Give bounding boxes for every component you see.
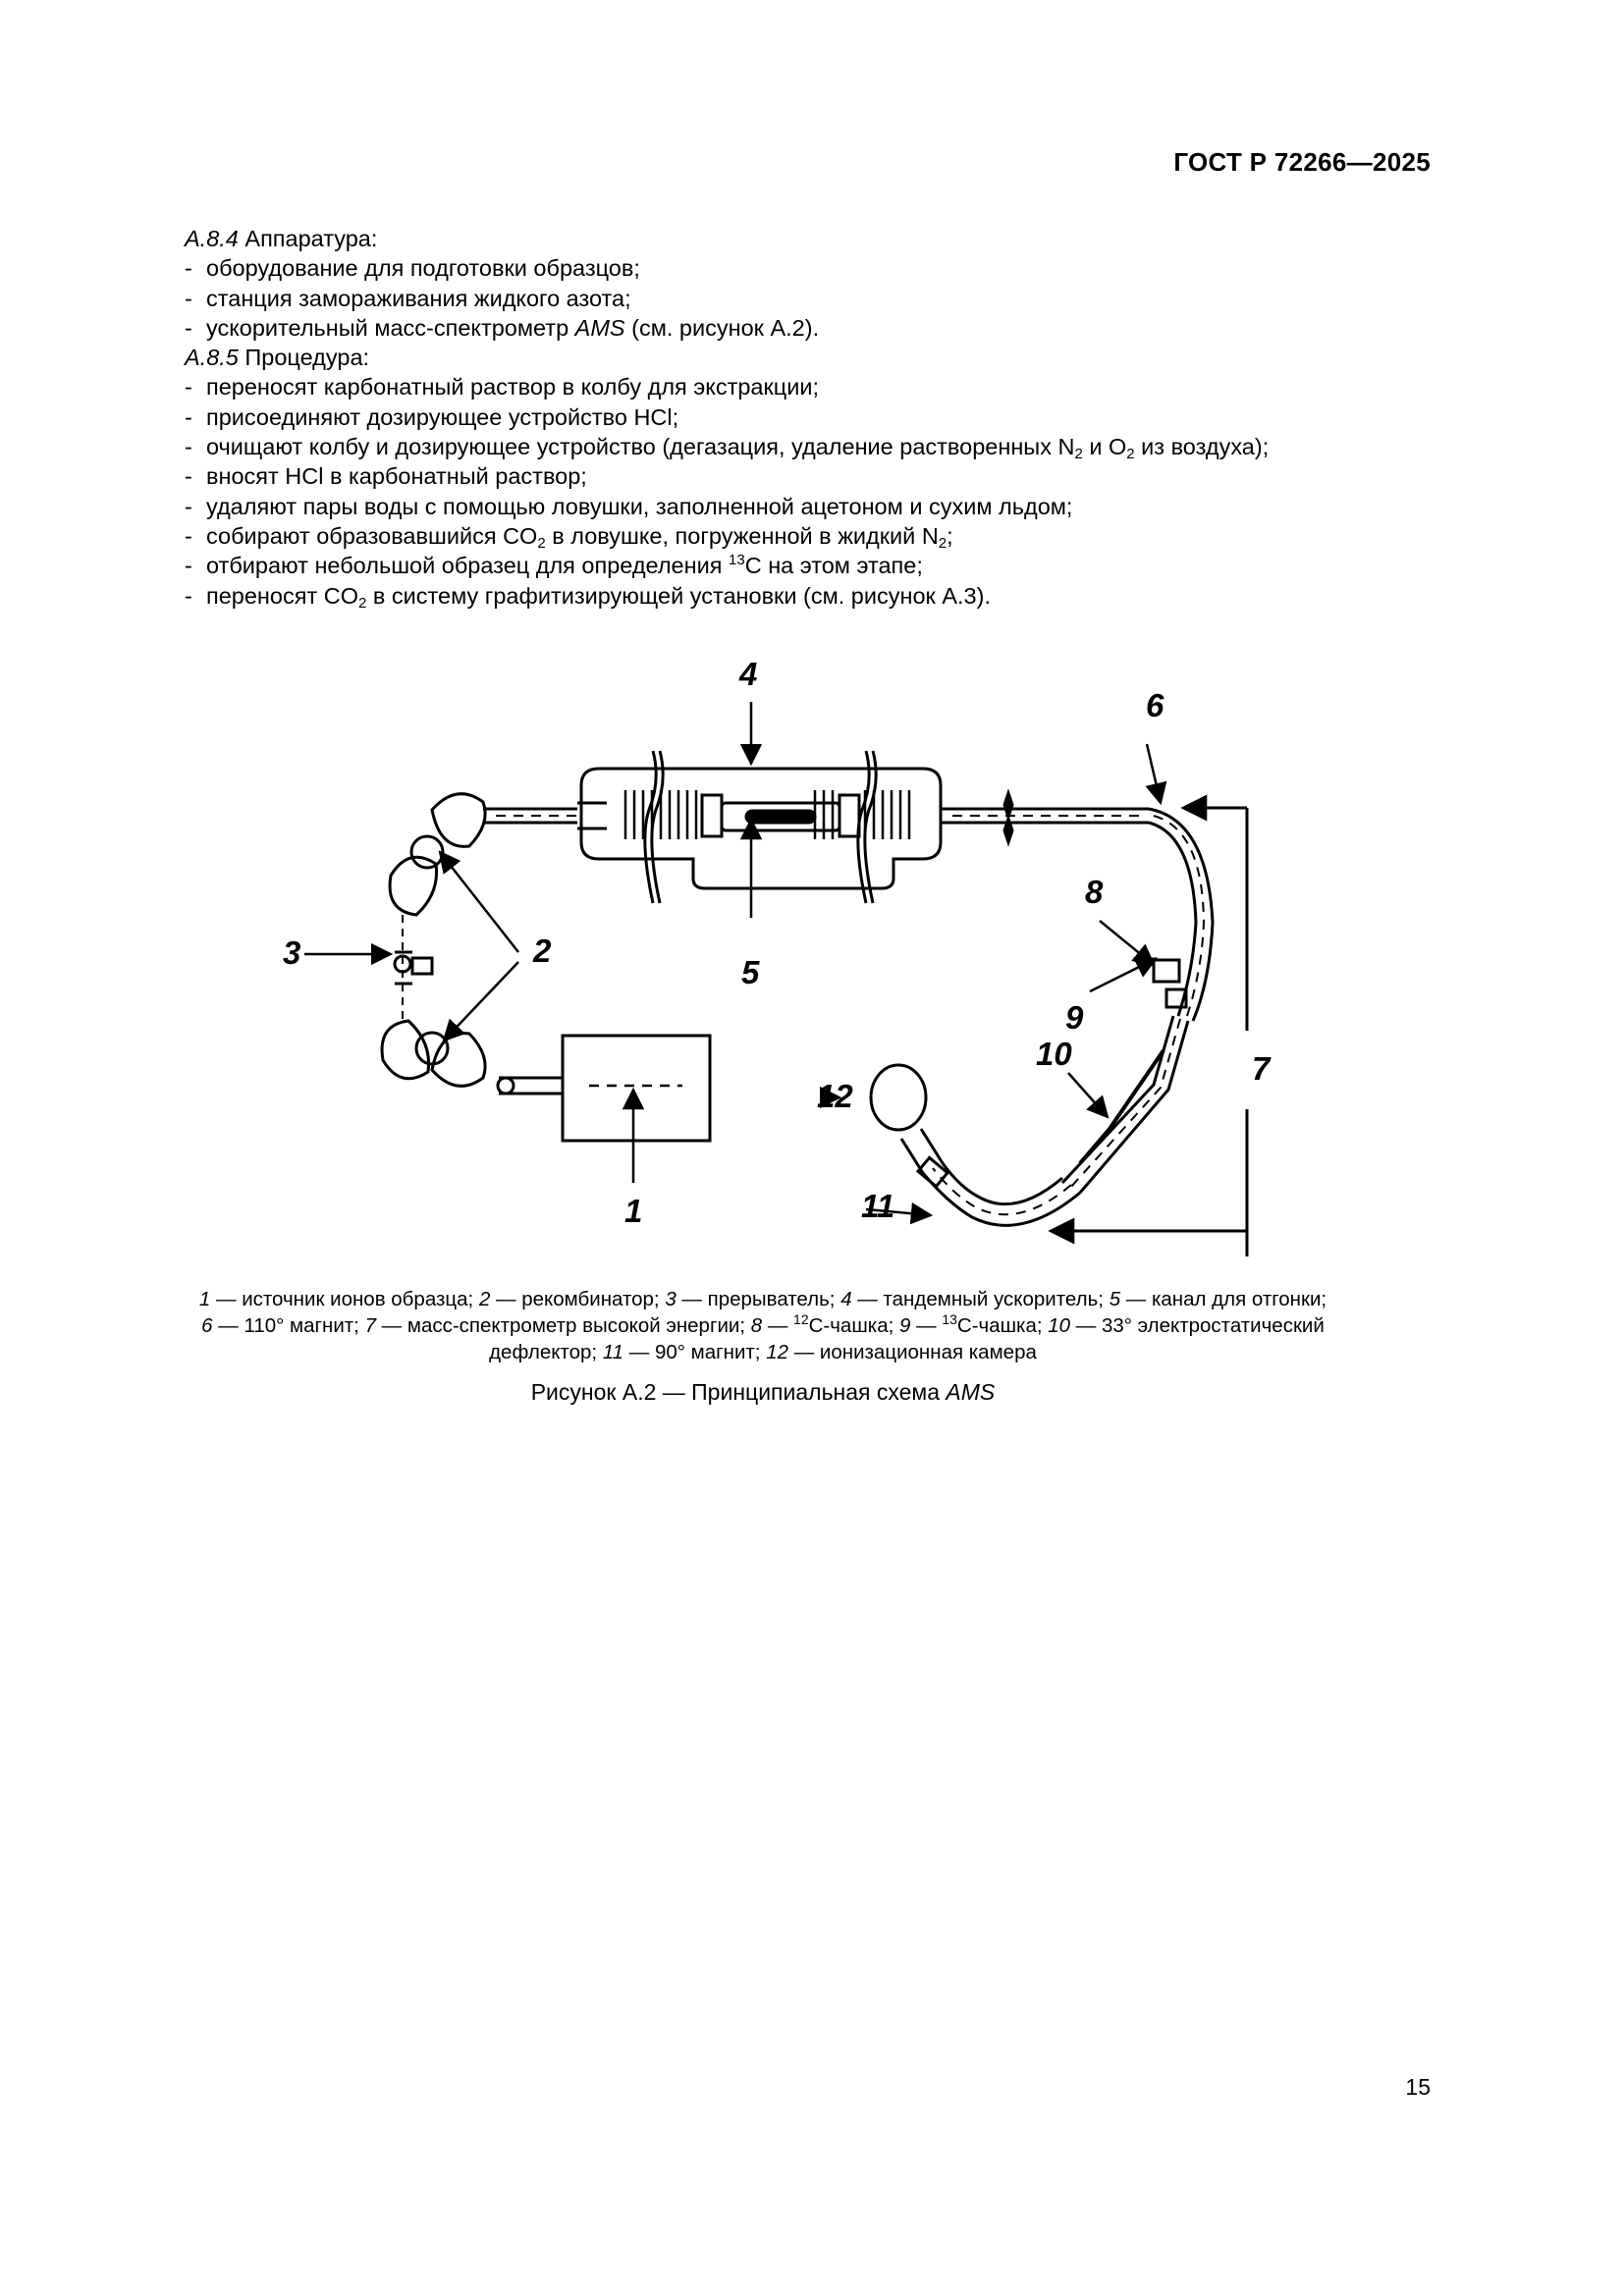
legend-text: — ионизационная камера: [788, 1341, 1037, 1363]
list-item: - отбирают небольшой образец для определения $^{13}$C на этом этапе;: [185, 552, 923, 579]
list-item-text: присоединяют дозирующее устройство HCl;: [206, 403, 679, 430]
caption-text: Рисунок А.2 — Принципиальная схема: [530, 1379, 947, 1405]
list-item: - присоединяют дозирующее устройство HCl;: [185, 403, 679, 430]
figure-label-7: 7: [1252, 1050, 1271, 1087]
figure-label-3: 3: [283, 934, 301, 971]
legend-number: 9: [899, 1314, 911, 1337]
ionization-chamber: [871, 1065, 926, 1130]
subscript: 2: [1074, 446, 1083, 463]
legend-number: 12: [766, 1341, 789, 1363]
legend-text: — 33° электростатический: [1070, 1314, 1325, 1337]
list-item-text: и O: [1082, 434, 1127, 460]
legend-number: 6: [201, 1314, 213, 1337]
subscript: 2: [537, 534, 546, 552]
ion-source-box: [563, 1036, 710, 1141]
legend-number: 2: [478, 1288, 491, 1310]
list-item-text: ;: [947, 522, 953, 549]
magnet-90: [918, 1157, 1080, 1225]
legend-text: C-чашка;: [808, 1314, 899, 1337]
pipe-valve: [498, 1078, 514, 1094]
legend-text: — канал для отгонки;: [1120, 1288, 1327, 1310]
document-code: ГОСТ Р 72266—2025: [1173, 147, 1431, 177]
list-item: - переносят карбонатный раствор в колбу для экстракции;: [185, 374, 820, 400]
legend-text: — масс-спектрометр высокой энергии;: [375, 1314, 751, 1337]
legend-line: [147, 1286, 1379, 1312]
legend-text: — 110° магнит;: [212, 1314, 365, 1337]
figure-legend: [147, 1286, 1379, 1365]
figure-label-9: 9: [1065, 999, 1084, 1036]
legend-text: — источник ионов образца;: [210, 1288, 479, 1310]
ams-term: AMS: [946, 1379, 996, 1405]
list-item: - переносят $CO_2$ в систему графитизирующей установки (см. рисунок А.3).: [185, 582, 991, 612]
list-item-text: собирают образовавшийся CO: [206, 522, 538, 549]
list-item-text: C на этом этапе;: [744, 553, 923, 579]
section-procedure-heading: [185, 343, 1451, 372]
legend-number: 3: [665, 1288, 677, 1310]
legend-text: — рекомбинатор;: [490, 1288, 666, 1310]
figure-label-2: 2: [533, 933, 552, 969]
figure-label-8: 8: [1085, 874, 1104, 910]
section-number: А.8.5: [185, 345, 239, 371]
superscript: 13: [942, 1311, 957, 1327]
recombinator: [382, 794, 485, 1087]
figure-label-4: 4: [739, 656, 758, 692]
list-item-text: удаляют пары воды с помощью ловушки, заполненной ацетоном и сухим льдом;: [206, 493, 1073, 519]
list-item: - вносят HCl в карбонатный раствор;: [185, 463, 587, 490]
figure-label-5: 5: [741, 954, 760, 990]
page-number: 15: [1405, 2074, 1431, 2100]
list-item-text: вносят HCl в карбонатный раствор;: [206, 463, 587, 490]
beamline-drawing: [382, 751, 1247, 1256]
list-item-text: в ловушке, погруженной в жидкий N: [545, 522, 939, 549]
cup-12c: [1154, 960, 1179, 982]
legend-number: 7: [364, 1314, 376, 1337]
legend-text: — тандемный ускоритель;: [851, 1288, 1110, 1310]
list-item: - станция замораживания жидкого азота;: [185, 285, 631, 311]
superscript: 12: [793, 1311, 809, 1327]
list-item-text: оборудование для подготовки образцов;: [206, 255, 640, 282]
list-item: - удаляют пары воды с помощью ловушки, заполненной ацетоном и сухим льдом;: [185, 493, 1073, 519]
list-item-text: отбирают небольшой образец для определения: [206, 553, 729, 579]
tandem-accelerator: [577, 751, 941, 903]
figure-label-11: 11: [861, 1188, 895, 1224]
list-item-text: очищают колбу и дозирующее устройство (дегазация, удаление растворенных N: [206, 434, 1075, 460]
list-item: - оборудование для подготовки образцов;: [185, 255, 640, 282]
legend-text: —: [762, 1314, 794, 1337]
figure-caption: [147, 1379, 1379, 1406]
figure-label-6: 6: [1146, 687, 1164, 723]
section-number: А.8.4: [185, 226, 239, 251]
list-item: - собирают образовавшийся $CO_2$ в ловушке, погруженной в жидкий $N_2$;: [185, 522, 953, 552]
legend-text: C-чашка;: [956, 1314, 1049, 1337]
legend-number: 10: [1048, 1314, 1071, 1337]
legend-line: [147, 1312, 1379, 1339]
figure-label-10: 10: [1036, 1036, 1072, 1072]
list-item-text: ускорительный масс-спектрометр: [206, 314, 575, 341]
legend-number: 11: [602, 1341, 624, 1363]
legend-text: дефлектор;: [489, 1341, 603, 1363]
legend-line: [147, 1339, 1379, 1365]
list-item-text: из воздуха);: [1134, 434, 1270, 460]
list-item-text: (см. рисунок А.2).: [624, 314, 820, 341]
list-item: - ускорительный масс-спектрометр AMS (см. рисунок А.2).: [185, 314, 820, 341]
list-item: - очищают колбу и дозирующее устройство (дегазация, удаление растворенных $N_2$ и $O_2$ из воздуха);: [185, 434, 1270, 463]
section-title: Аппаратура:: [244, 226, 378, 251]
list-item-text: переносят карбонатный раствор в колбу для экстракции;: [206, 374, 820, 400]
section-title: Процедура:: [244, 345, 370, 371]
legend-text: — 90° магнит;: [623, 1341, 767, 1363]
ams-schematic-diagram: [265, 628, 1286, 1256]
legend-text: — прерыватель;: [676, 1288, 841, 1310]
subscript: 2: [1126, 446, 1135, 463]
superscript: 13: [729, 552, 745, 569]
list-item-text: станция замораживания жидкого азота;: [206, 285, 631, 311]
ams-term: AMS: [574, 314, 625, 341]
section-apparatus-heading: [185, 224, 1451, 253]
legend-number: 5: [1109, 1288, 1121, 1310]
subscript: 2: [358, 594, 367, 612]
list-item-text: переносят CO: [206, 582, 358, 609]
figure-label-12: 12: [817, 1078, 853, 1114]
legend-number: 8: [750, 1314, 763, 1337]
figure-label-1: 1: [624, 1193, 643, 1229]
legend-number: 1: [198, 1288, 211, 1310]
legend-number: 4: [840, 1288, 852, 1310]
electrostatic-deflector-33: [1062, 1016, 1188, 1193]
ams-schematic-figure: [265, 628, 1286, 1256]
body-text: [185, 224, 1451, 611]
subscript: 2: [938, 534, 947, 552]
list-item-text: в систему графитизирующей установки (см. рисунок А.3).: [366, 582, 991, 609]
legend-text: —: [910, 1314, 943, 1337]
